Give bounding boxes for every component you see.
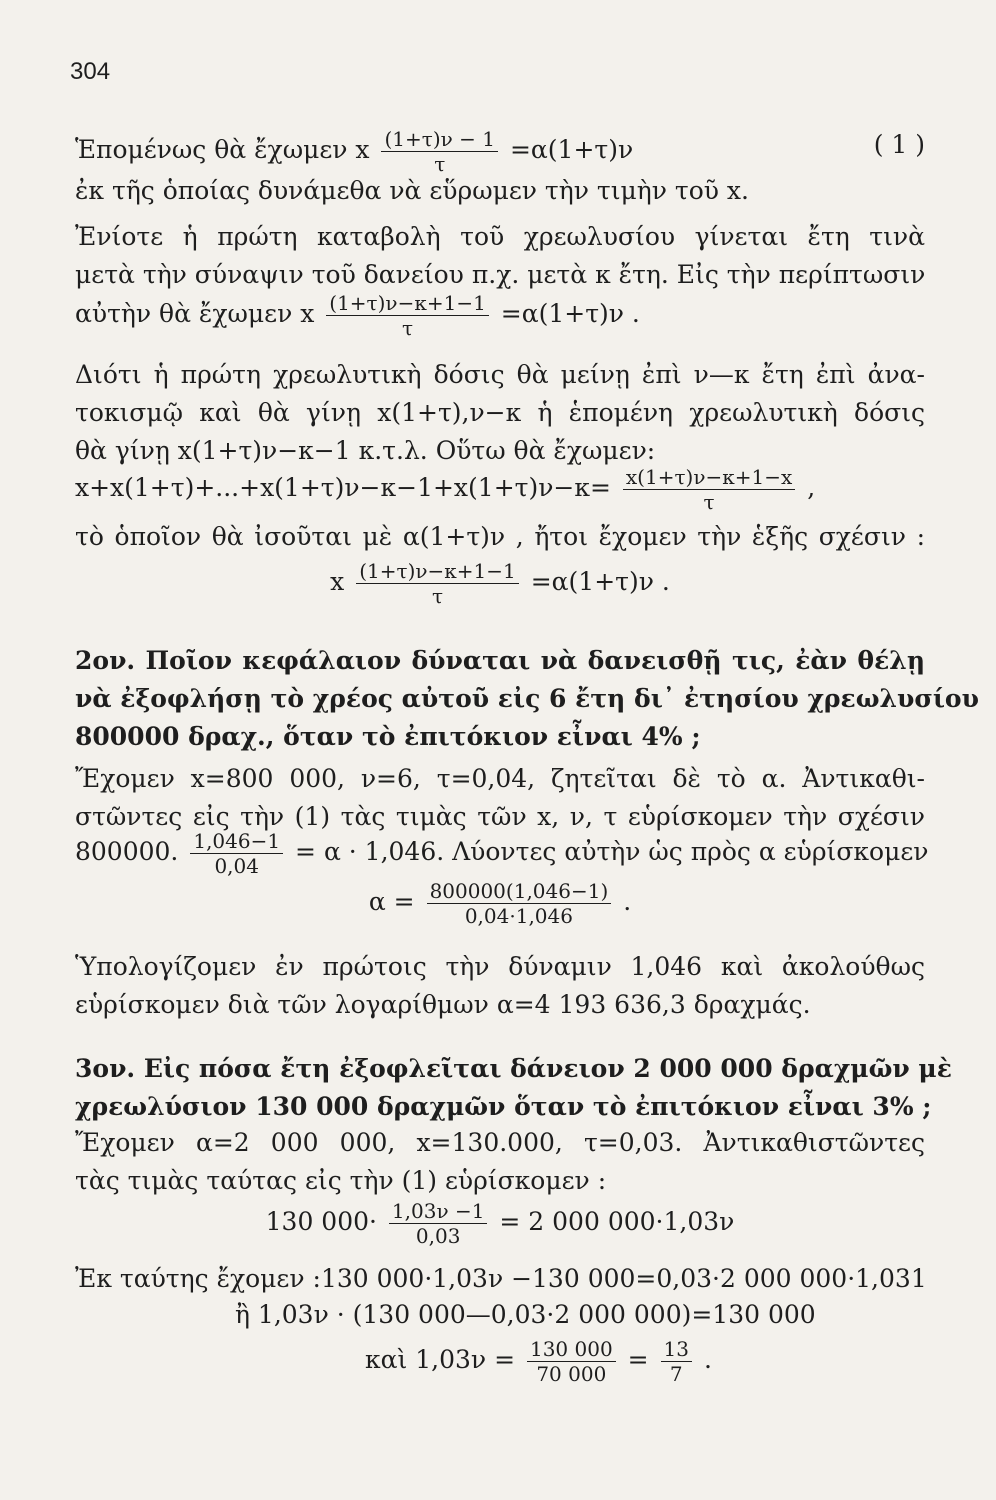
eq1-lhs: Ἑπομένως θὰ ἔχωμεν x — [75, 135, 370, 164]
ex2-eq-rhs: = α · 1,046. Λύοντες αὐτὴν ὡς πρὸς α εὑρίσκομεν — [295, 837, 929, 866]
example-2-title-1: 2ον. Ποῖον κεφάλαιον δύναται νὰ δανεισθῇ τις, ἐὰν θέλῃ — [75, 646, 925, 675]
eq1-label: ( 1 ) — [873, 130, 925, 159]
ex3-eq-lhs: 130 000· — [265, 1207, 377, 1236]
example-3-result — [75, 1338, 925, 1385]
ex3-res-end: . — [703, 1345, 712, 1374]
example-2-line-4: Ἔχομεν x=800 000, ν=6, τ=0,04, ζητεῖται δὲ τὸ α. Ἀντικαθι- — [75, 764, 925, 793]
example-2-title-2: νὰ ἐξοφλήσῃ τὸ χρέος αὐτοῦ εἰς 6 ἔτη δι᾽ ἐτησίου χρεωλυσίου — [75, 684, 979, 713]
equation-delayed — [75, 292, 925, 339]
example-2-line-5: στῶντες εἰς τὴν (1) τὰς τιμὰς τῶν x, ν, τ εὑρίσκομεν τὴν σχέσιν — [75, 802, 925, 831]
text-line-4: μετὰ τὴν σύναψιν τοῦ δανείου π.χ. μετὰ κ ἔτη. Εἰς τὴν περίπτωσιν — [75, 260, 926, 289]
example-3-line-7: ἢ 1,03ν · (130 000—0,03·2 000 000)=130 000 — [235, 1300, 816, 1329]
ex3-res-equals: = — [627, 1345, 649, 1374]
example-2-solution — [75, 880, 925, 927]
text-line-8: θὰ γίνῃ x(1+τ)ν−κ−1 κ.τ.λ. Οὕτω θὰ ἔχωμεν: — [75, 436, 656, 465]
eq-relation-rhs: =α(1+τ)ν . — [530, 567, 670, 596]
ex3-res-fraction-2 — [661, 1338, 692, 1385]
eq-relation-fraction — [356, 560, 519, 607]
eq-delayed-lhs: αὐτὴν θὰ ἔχωμεν x — [75, 299, 315, 328]
eq-relation-denominator: τ — [431, 584, 444, 608]
eq-relation-lhs: x — [330, 567, 345, 596]
ex2-eq-fraction — [190, 830, 283, 877]
ex3-res-numerator-2: 13 — [661, 1338, 692, 1362]
example-3-line-6: Ἐκ ταύτης ἔχομεν :130 000·1,03ν −130 000=0,03·2 000 000·1,031 — [75, 1264, 927, 1293]
example-2-equation — [75, 829, 929, 878]
eq-relation-numerator: (1+τ)ν−κ+1−1 — [356, 560, 519, 584]
ex2-sol-rhs: . — [623, 887, 632, 916]
equation-sum — [75, 466, 925, 513]
ex2-eq-denominator: 0,04 — [214, 854, 259, 878]
eq-sum-rhs: , — [807, 473, 816, 502]
ex3-res-numerator-1: 130 000 — [527, 1338, 616, 1362]
ex2-sol-denominator: 0,04·1,046 — [464, 904, 573, 928]
eq1-fraction — [381, 128, 498, 175]
ex3-res-lhs: καὶ 1,03ν = — [365, 1345, 516, 1374]
equation-relation — [75, 560, 925, 607]
eq1-denominator: τ — [434, 152, 446, 176]
example-3-equation — [75, 1200, 925, 1247]
eq1-rhs: =α(1+τ)ν — [509, 135, 634, 164]
text-line-3: Ἐνίοτε ἡ πρώτη καταβολὴ τοῦ χρεωλυσίου γίνεται ἔτη τινὰ — [75, 222, 925, 251]
ex3-eq-fraction — [389, 1200, 488, 1247]
text-line-7: τοκισμῷ καὶ θὰ γίνῃ x(1+τ),ν−κ ἡ ἑπομένη χρεωλυτικὴ δόσις — [75, 398, 925, 427]
text-line-10: τὸ ὁποῖον θὰ ἰσοῦται μὲ α(1+τ)ν , ἤτοι ἔχομεν τὴν ἑξῆς σχέσιν : — [75, 522, 925, 551]
ex2-sol-numerator: 800000(1,046−1) — [427, 880, 612, 904]
eq-delayed-fraction — [326, 292, 489, 339]
example-3-title-2: χρεωλύσιον 130 000 δραχμῶν ὅταν τὸ ἐπιτόκιον εἶναι 3% ; — [75, 1092, 932, 1121]
example-3-title-1: 3ον. Εἰς πόσα ἔτη ἐξοφλεῖται δάνειον 2 000 000 δραχμῶν μὲ — [75, 1054, 952, 1083]
eq-sum-numerator: x(1+τ)ν−κ+1−x — [623, 466, 795, 490]
eq-sum-fraction — [623, 466, 795, 513]
eq-delayed-numerator: (1+τ)ν−κ+1−1 — [326, 292, 489, 316]
text-line-2: ἐκ τῆς ὁποίας δυνάμεθα νὰ εὕρωμεν τὴν τιμὴν τοῦ x. — [75, 176, 749, 205]
ex2-eq-numerator: 1,046−1 — [190, 830, 283, 854]
page-number: 304 — [70, 58, 111, 85]
eq1-numerator: (1+τ)ν − 1 — [381, 128, 498, 152]
ex3-res-denominator-1: 70 000 — [536, 1362, 607, 1386]
ex3-eq-rhs: = 2 000 000·1,03ν — [499, 1207, 735, 1236]
eq-sum-lhs: x+x(1+τ)+...+x(1+τ)ν−κ−1+x(1+τ)ν−κ= — [75, 473, 611, 502]
eq-delayed-rhs: =α(1+τ)ν . — [500, 299, 640, 328]
eq-sum-denominator: τ — [703, 490, 715, 514]
equation-1 — [75, 128, 925, 175]
example-3-line-4: τὰς τιμὰς ταύτας εἰς τὴν (1) εὑρίσκομεν : — [75, 1166, 607, 1195]
ex3-res-fraction-1 — [527, 1338, 616, 1385]
ex3-res-denominator-2: 7 — [669, 1362, 683, 1386]
text-line-6: Διότι ἡ πρώτη χρεωλυτικὴ δόσις θὰ μείνῃ ἐπὶ ν—κ ἔτη ἐπὶ ἀνα- — [75, 360, 925, 389]
eq-delayed-denominator: τ — [402, 316, 414, 340]
example-3-line-3: Ἔχομεν α=2 000 000, x=130.000, τ=0,03. Ἀντικαθιστῶντες — [75, 1128, 925, 1157]
example-2-title-3: 800000 δραχ., ὅταν τὸ ἐπιτόκιον εἶναι 4% ; — [75, 722, 701, 751]
ex3-eq-denominator: 0,03 — [415, 1224, 461, 1248]
ex2-eq-lhs: 800000. — [75, 837, 179, 866]
ex3-eq-numerator: 1,03ν −1 — [389, 1200, 488, 1224]
example-2-line-9: εὑρίσκομεν διὰ τῶν λογαρίθμων α=4 193 636,3 δραχμάς. — [75, 990, 811, 1019]
ex2-sol-lhs: α = — [368, 887, 415, 916]
ex2-sol-fraction — [427, 880, 612, 927]
example-2-line-8: Ὑπολογίζομεν ἐν πρώτοις τὴν δύναμιν 1,046 καὶ ἀκολούθως — [75, 952, 925, 981]
